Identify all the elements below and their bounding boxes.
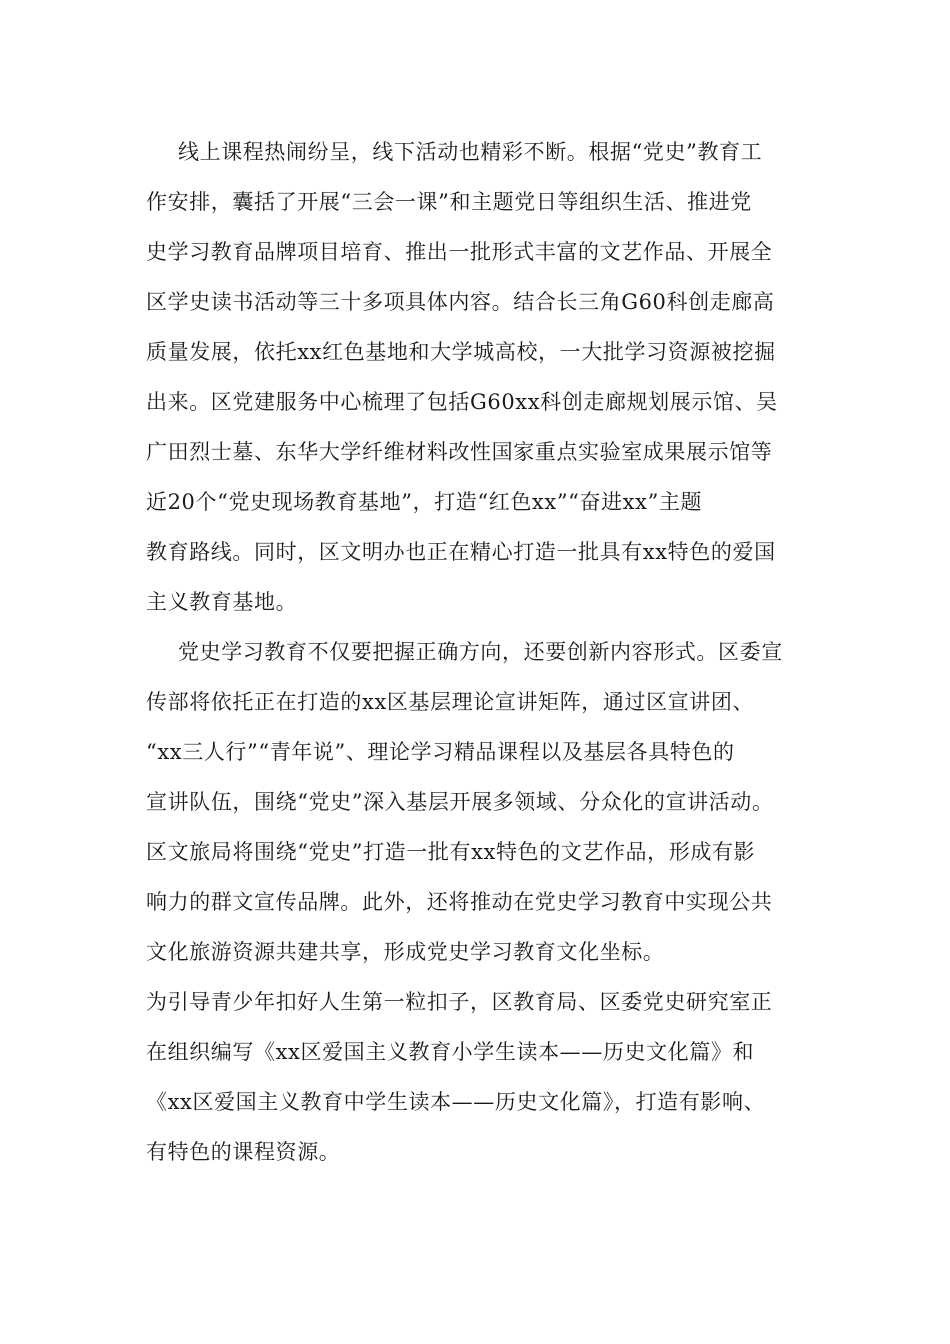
paragraph-2-line-1: 党史学习教育不仅要把握正确方向，还要创新内容形式。区委宣 — [178, 640, 783, 664]
paragraph-2-line-4: 宣讲队伍，围绕“党史”深入基层开展多领域、分众化的宣讲活动。 — [146, 790, 774, 814]
paragraph-3-line-2: 在组织编写《xx区爱国主义教育小学生读本——历史文化篇》和 — [146, 1040, 755, 1064]
paragraph-3-line-1: 为引导青少年扣好人生第一粒扣子，区教育局、区委党史研究室正 — [146, 990, 773, 1014]
paragraph-2-line-2: 传部将依托正在打造的xx区基层理论宣讲矩阵，通过区宣讲团、 — [146, 690, 755, 714]
paragraph-1-line-2: 作安排，囊括了开展“三会一课”和主题党日等组织生活、推进党 — [146, 190, 752, 214]
paragraph-1-line-9: 教育路线。同时，区文明办也正在精心打造一批具有xx特色的爱国 — [146, 540, 776, 564]
paragraph-2-line-3: “xx三人行”“青年说”、理论学习精品课程以及基层各具特色的 — [146, 740, 735, 764]
paragraph-1-line-6: 出来。区党建服务中心梳理了包括G60xx科创走廊规划展示馆、吴 — [146, 390, 778, 414]
paragraph-1-line-5: 质量发展，依托xx红色基地和大学城高校，一大批学习资源被挖掘 — [146, 340, 776, 364]
paragraph-3-line-3: 《xx区爱国主义教育中学生读本——历史文化篇》，打造有影响、 — [146, 1090, 766, 1114]
paragraph-3-line-4: 有特色的课程资源。 — [146, 1140, 341, 1164]
paragraph-1-line-4: 区学史读书活动等三十多项具体内容。结合长三角G60科创走廊高 — [146, 290, 775, 314]
paragraph-1-line-7: 广田烈士墓、东华大学纤维材料改性国家重点实验室成果展示馆等 — [146, 440, 773, 464]
paragraph-1-line-10: 主义教育基地。 — [146, 590, 298, 614]
paragraph-2-line-5: 区文旅局将围绕“党史”打造一批有xx特色的文艺作品，形成有影 — [146, 840, 756, 864]
paragraph-1-line-1: 线上课程热闹纷呈，线下活动也精彩不断。根据“党史”教育工 — [178, 140, 763, 164]
paragraph-2-line-6: 响力的群文宣传品牌。此外，还将推动在党史学习教育中实现公共 — [146, 890, 773, 914]
paragraph-2-line-7: 文化旅游资源共建共享，形成党史学习教育文化坐标。 — [146, 940, 665, 964]
paragraph-1-line-3: 史学习教育品牌项目培育、推出一批形式丰富的文艺作品、开展全 — [146, 240, 773, 264]
paragraph-1-line-8: 近20个“党史现场教育基地”，打造“红色xx”“奋进xx”主题 — [146, 490, 703, 514]
